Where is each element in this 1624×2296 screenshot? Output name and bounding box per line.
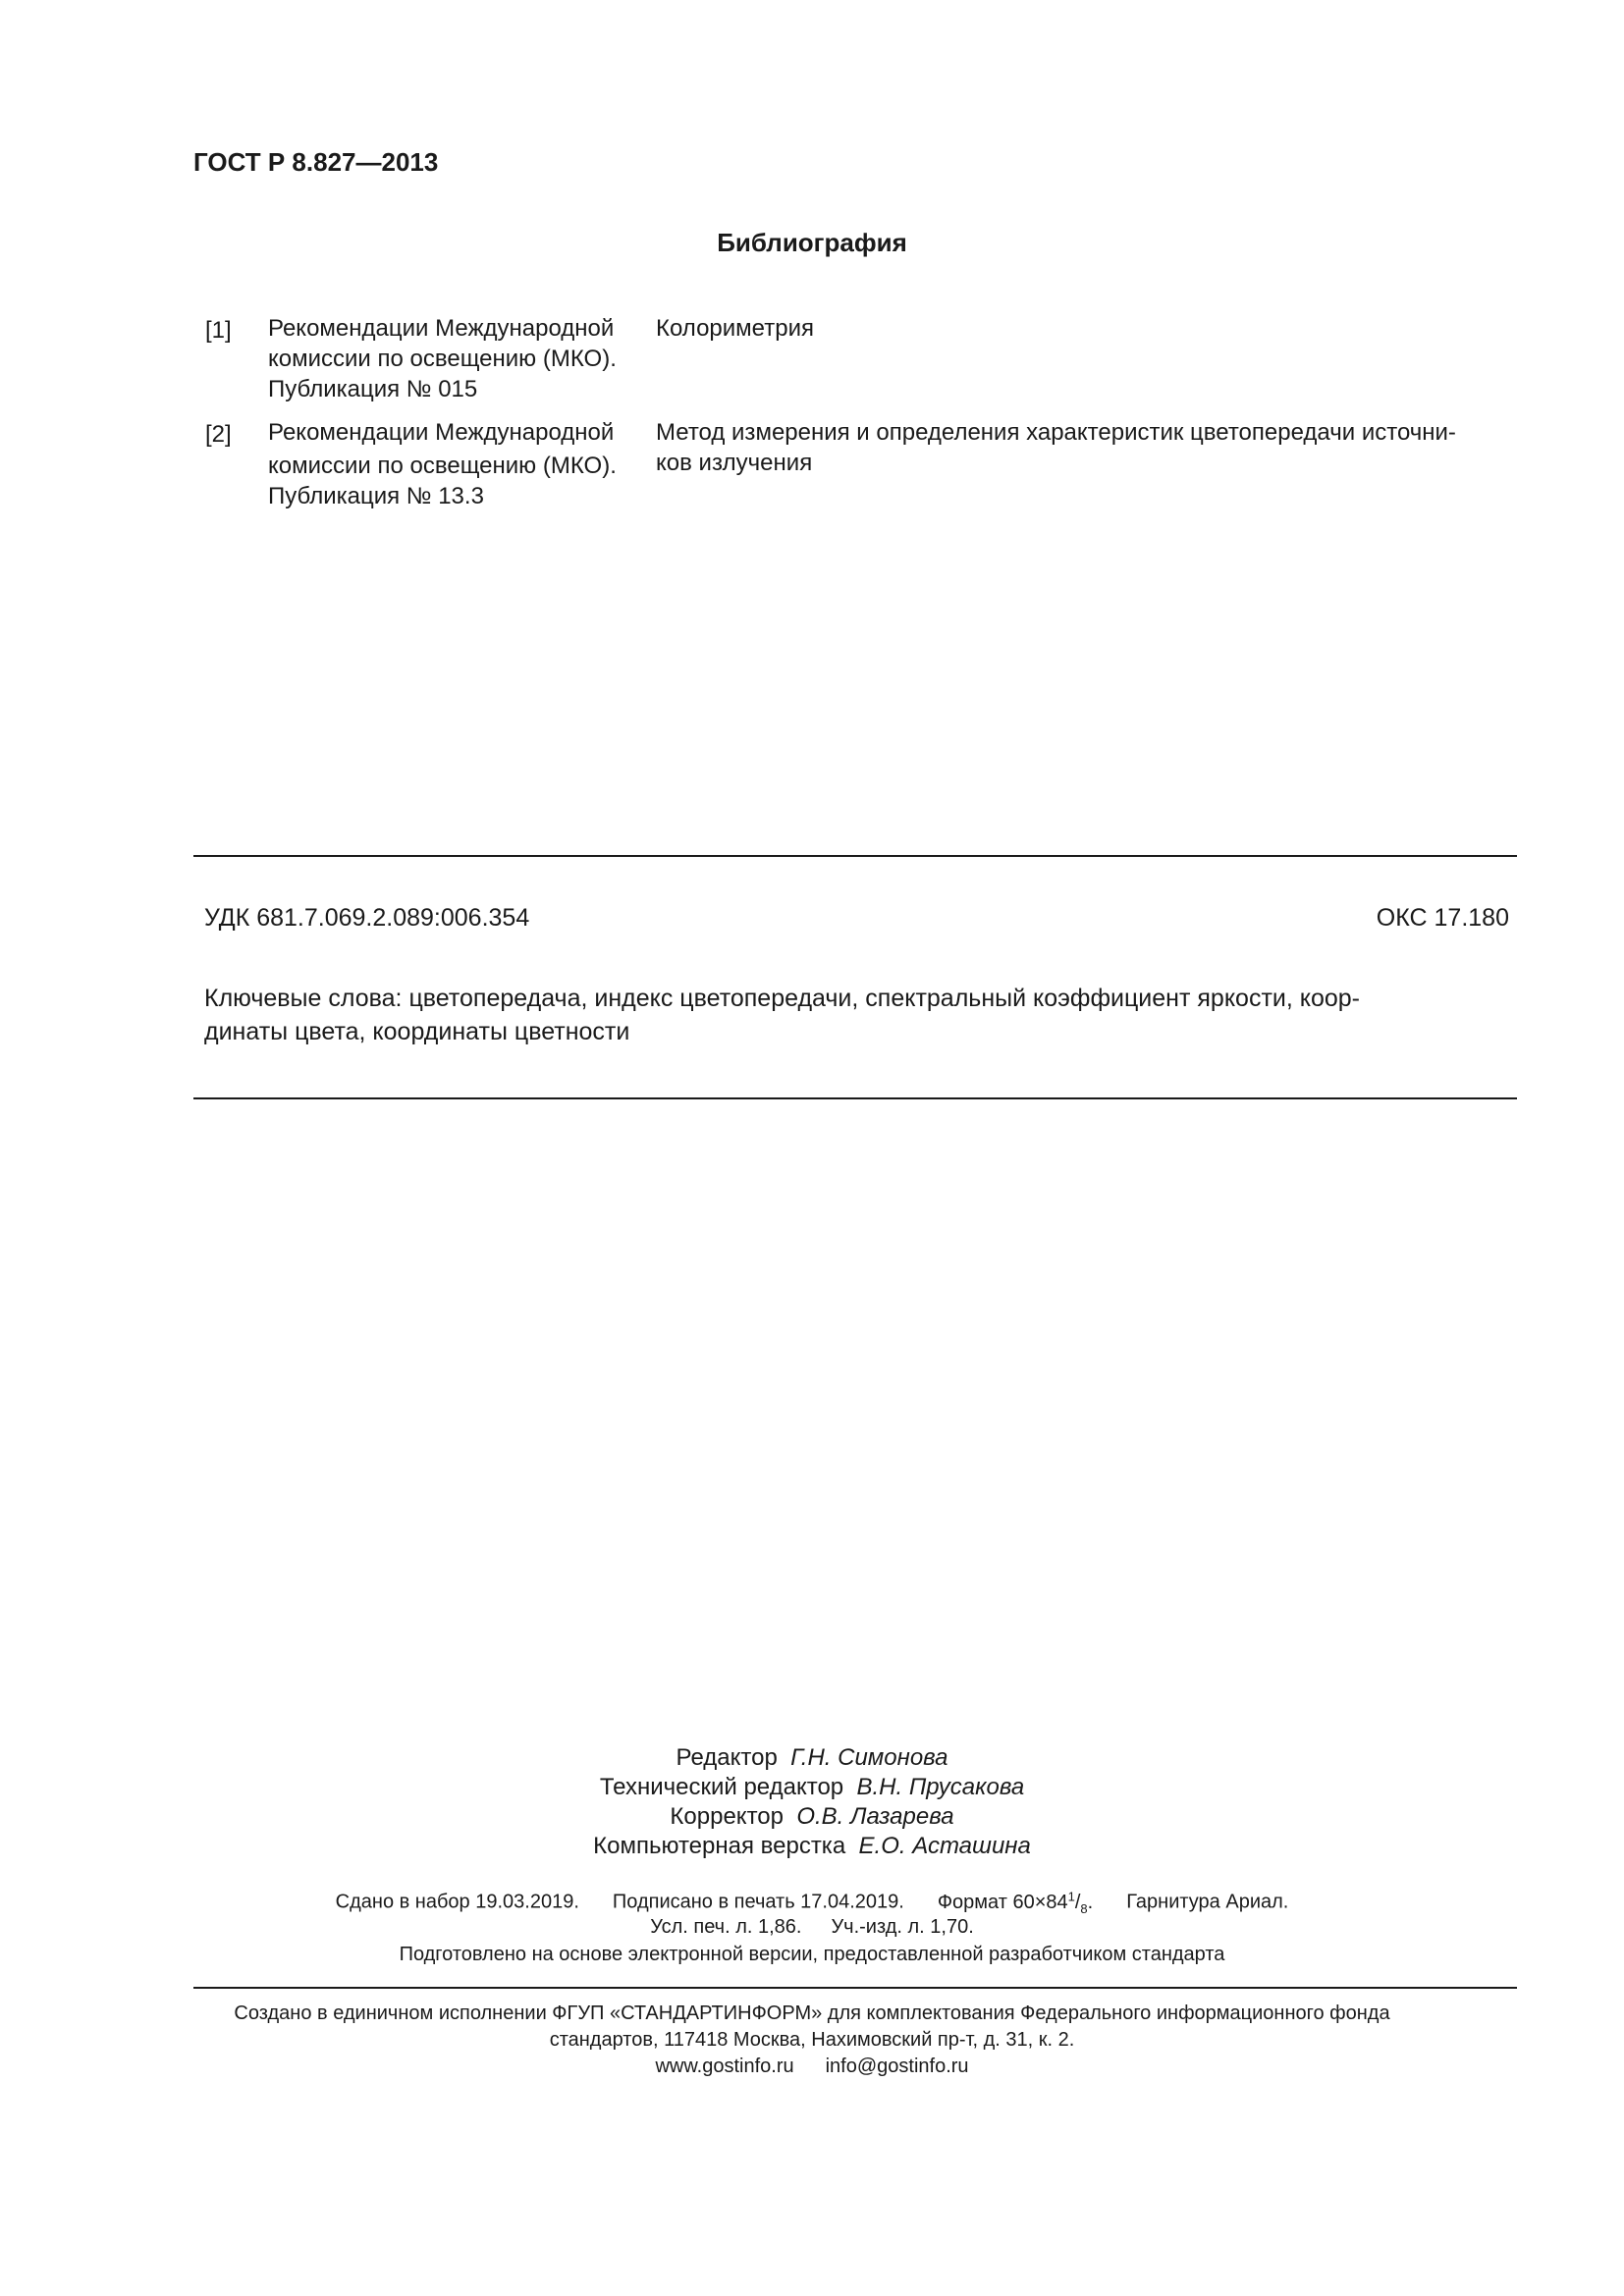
imprint-line [0,1916,1624,1939]
bibliography-entry-title [656,417,1510,478]
footer-contacts [0,2056,1624,2078]
credit-role: Редактор [676,1744,778,1771]
credit-name: Е.О. Асташина [858,1833,1031,1859]
document-code: ГОСТ Р 8.827—2013 [193,147,439,177]
email-link[interactable]: info@gostinfo.ru [825,2056,969,2077]
website-link[interactable]: www.gostinfo.ru [655,2056,794,2077]
source-line: комиссии по освещению (МКО). [268,346,617,372]
bibliography-entry-title [656,313,1510,344]
title-line: Колориметрия [656,315,814,342]
credit-name: В.Н. Прусакова [856,1774,1025,1800]
source-line: Рекомендации Международной [268,419,615,446]
imprint-font: Гарнитура Ариал. [1126,1891,1289,1913]
source-line: Публикация № 13.3 [268,483,484,509]
source-line: комиссии по освещению (МКО). [268,453,617,479]
bibliography-entry-number: [1] [205,317,232,344]
bibliography-title: Библиография [717,228,907,257]
oks-code: ОКС 17.180 [1376,904,1509,932]
credit-role: Корректор [670,1803,784,1830]
footer-line: Создано в единичном исполнении ФГУП «СТАНДАРТИНФОРМ» для комплектования Федерального информационного фонда [234,2002,1390,2024]
udk-code: УДК 681.7.069.2.089:006.354 [204,904,530,932]
credit-layout [0,1833,1624,1860]
bibliography-entry-source [268,417,617,511]
credit-role: Компьютерная верстка [593,1833,846,1859]
source-line: Публикация № 015 [268,376,478,402]
title-line: Метод измерения и определения характеристик цветопередачи источни- [656,419,1456,446]
imprint-typeset: Сдано в набор 19.03.2019. [335,1891,579,1913]
imprint-signed: Подписано в печать 17.04.2019. [612,1891,904,1913]
keywords-line: динаты цвета, координаты цветности [204,1018,630,1045]
credit-editor [0,1744,1624,1772]
credit-proofreader [0,1803,1624,1831]
credit-role: Технический редактор [599,1774,844,1800]
keywords-line: Ключевые слова: цветопередача, индекс цветопередачи, спектральный коэффициент яркости, коор- [204,985,1361,1012]
credit-technical-editor [0,1774,1624,1801]
imprint-print-sheets: Усл. печ. л. 1,86. [650,1916,802,1938]
imprint-publisher-sheets: Уч.-изд. л. 1,70. [831,1916,974,1938]
credit-name: Г.Н. Симонова [790,1744,948,1771]
keywords [204,982,1510,1048]
title-line: ков излучения [656,450,813,476]
bibliography-entry-number: [2] [205,421,232,448]
imprint-line [0,1889,1624,1916]
section-divider [193,855,1517,857]
credit-name: О.В. Лазарева [796,1803,954,1830]
source-line: Рекомендации Международной [268,315,615,342]
footer-divider [193,1987,1517,1989]
bibliography-entry-source [268,313,617,404]
section-divider [193,1097,1517,1099]
footer-line: стандартов, 117418 Москва, Нахимовский пр-т, д. 31, к. 2. [549,2029,1075,2051]
imprint-format: Формат $60\times 84^1/_8$. [937,1889,1094,1916]
imprint-prepared: Подготовлено на основе электронной версии, предоставленной разработчиком стандарта [399,1944,1225,1965]
